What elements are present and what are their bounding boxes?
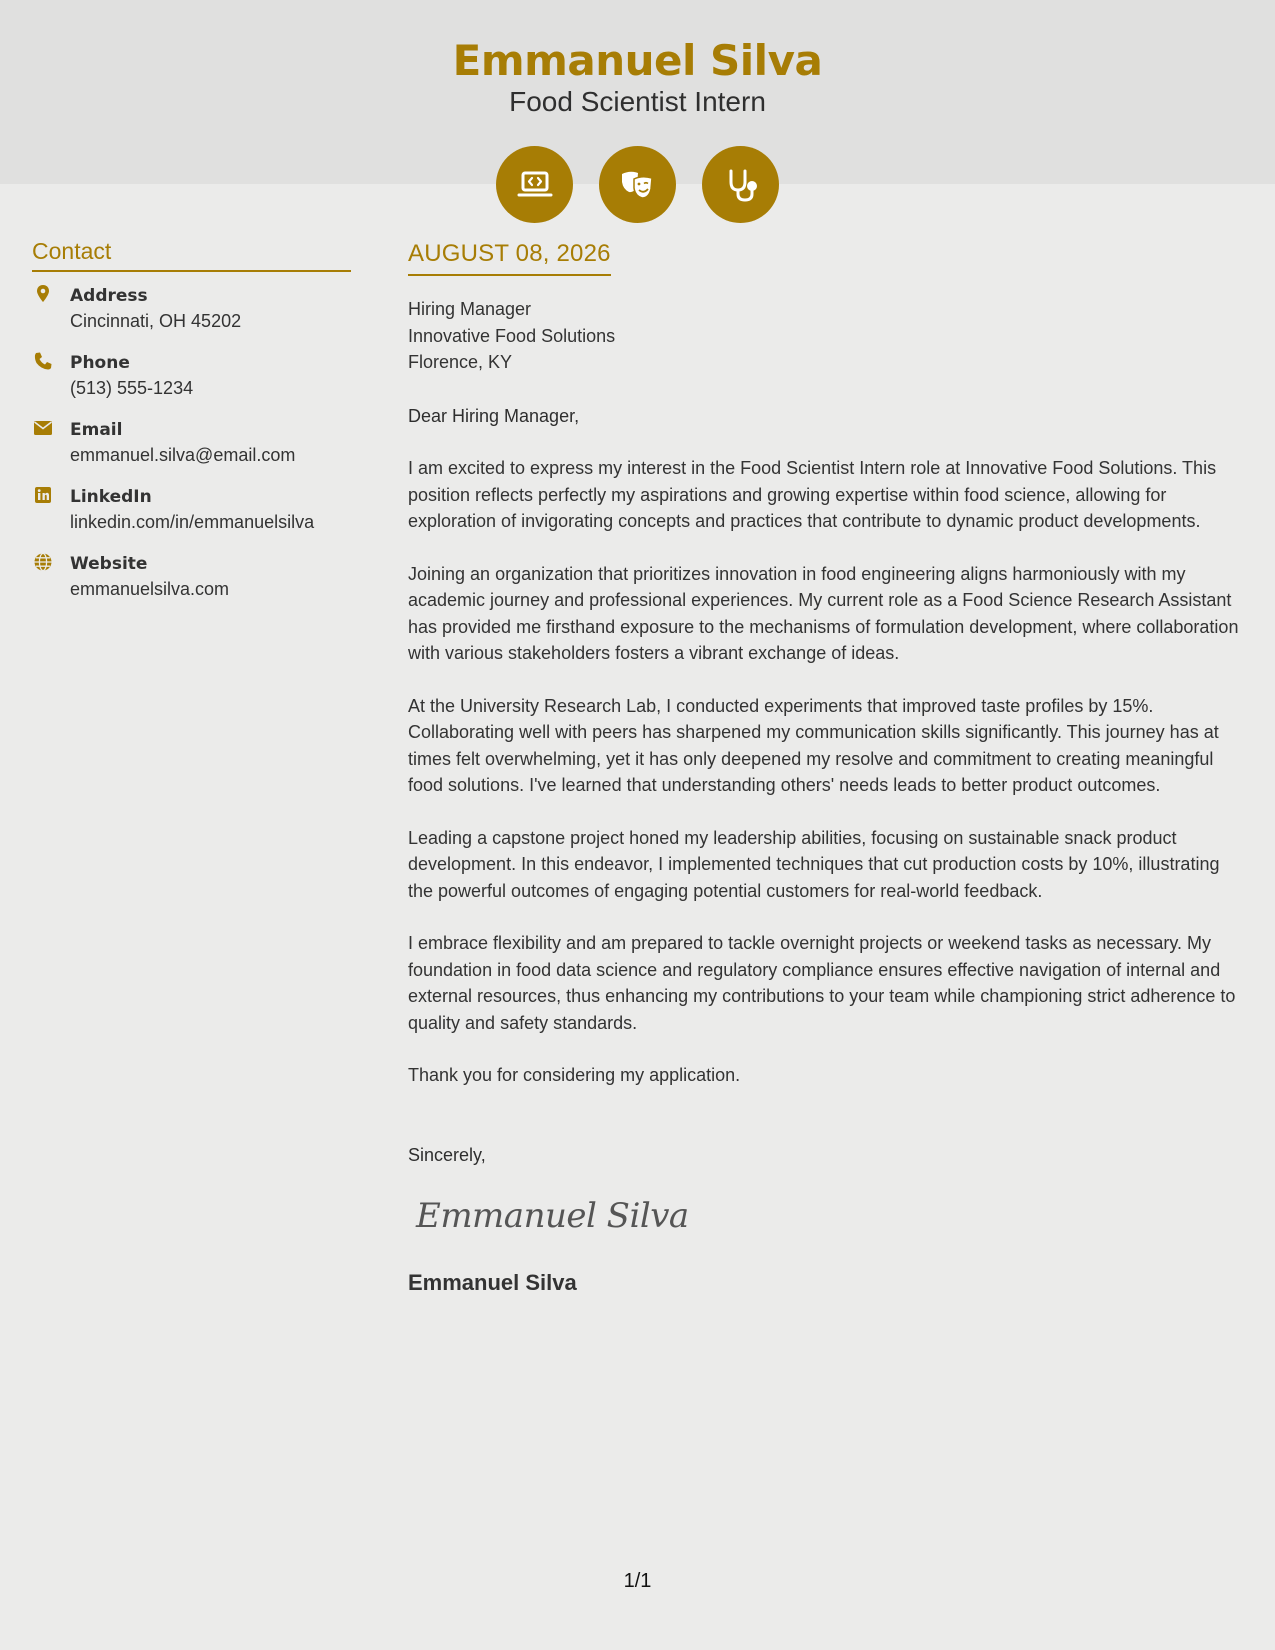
envelope-icon: [32, 417, 56, 441]
letter-paragraph: I embrace flexibility and am prepared to tackle overnight projects or weekend tasks as necessary. My foundation in food data science and regulatory compliance ensures effective navigation of internal and external resources, thus enhancing my contributions to your team while championing strict adherence to quality and safety standards.: [408, 933, 1236, 1033]
contact-value: (513) 555-1234: [70, 378, 194, 398]
contact-heading: Contact: [32, 238, 351, 272]
contact-item-website: [32, 551, 362, 601]
closing: Sincerely,: [408, 1144, 486, 1165]
recipient-line: Hiring Manager: [408, 299, 532, 319]
globe-icon: [32, 551, 56, 575]
contact-value: emmanuelsilva.com: [70, 579, 230, 599]
contact-item-linkedin: [32, 484, 362, 534]
contact-value: Cincinnati, OH 45202: [70, 311, 242, 331]
contact-label: Address: [70, 286, 148, 306]
contact-list: [32, 283, 362, 618]
recipient-line: Florence, KY: [408, 352, 513, 372]
contact-label: Website: [70, 554, 148, 574]
laptop-code-icon: [496, 146, 573, 223]
recipient-line: Innovative Food Solutions: [408, 325, 616, 346]
contact-item-phone: [32, 350, 362, 400]
contact-label: Email: [70, 420, 123, 440]
stethoscope-icon: [702, 146, 779, 223]
letter-paragraph: At the University Research Lab, I conducted experiments that improved taste profiles by 15%. Collaborating well with peers has sharpened my communication skills significantly. This journey has at times felt overwhelming, yet it has only deepened my resolve and commitment to creating meaningful food solutions. I've learned that understanding others' needs leads to better product outcomes.: [408, 695, 1219, 795]
letter-date: AUGUST 08, 2026: [408, 240, 611, 276]
page-number: 1/1: [623, 1570, 652, 1592]
applicant-name: Emmanuel Silva: [452, 36, 823, 85]
contact-item-address: [32, 283, 362, 333]
letter-body: [408, 240, 1248, 1296]
theater-masks-icon: [599, 146, 676, 223]
applicant-role: Food Scientist Intern: [509, 86, 766, 117]
interest-icons: [0, 146, 1275, 223]
recipient-block: [408, 296, 1248, 376]
letter-paragraph: Joining an organization that prioritizes innovation in food engineering aligns harmoniously with my academic journey and professional experiences. My current role as a Food Science Research Assistant has provided me firsthand exposure to the mechanisms of formulation development, where collaboration with various stakeholders fosters a vibrant exchange of ideas.: [408, 563, 1239, 663]
contact-label: Phone: [70, 353, 130, 373]
phone-icon: [32, 350, 56, 374]
salutation: Dear Hiring Manager,: [408, 405, 580, 426]
linkedin-icon: [32, 484, 56, 508]
letter-paragraph: Leading a capstone project honed my leadership abilities, focusing on sustainable snack product development. In this endeavor, I implemented techniques that cut production costs by 10%, illustrating the powerful outcomes of engaging potential customers for real-world feedback.: [408, 827, 1220, 901]
letter-paragraph: I am excited to express my interest in the Food Scientist Intern role at Innovative Food Solutions. This position reflects perfectly my aspirations and growing expertise within food science, allowing for exploration of invigorating concepts and practices that contribute to dynamic product developments.: [408, 458, 1217, 531]
contact-label: LinkedIn: [70, 487, 152, 507]
contact-value: emmanuel.silva@email.com: [70, 445, 296, 465]
signer-name: Emmanuel Silva: [408, 1270, 577, 1295]
contact-item-email: [32, 417, 362, 467]
map-marker-icon: [32, 283, 56, 307]
handwritten-signature: Emmanuel Silva: [416, 1196, 689, 1236]
contact-value: linkedin.com/in/emmanuelsilva: [70, 512, 315, 532]
letter-paragraph: Thank you for considering my application.: [408, 1065, 741, 1085]
